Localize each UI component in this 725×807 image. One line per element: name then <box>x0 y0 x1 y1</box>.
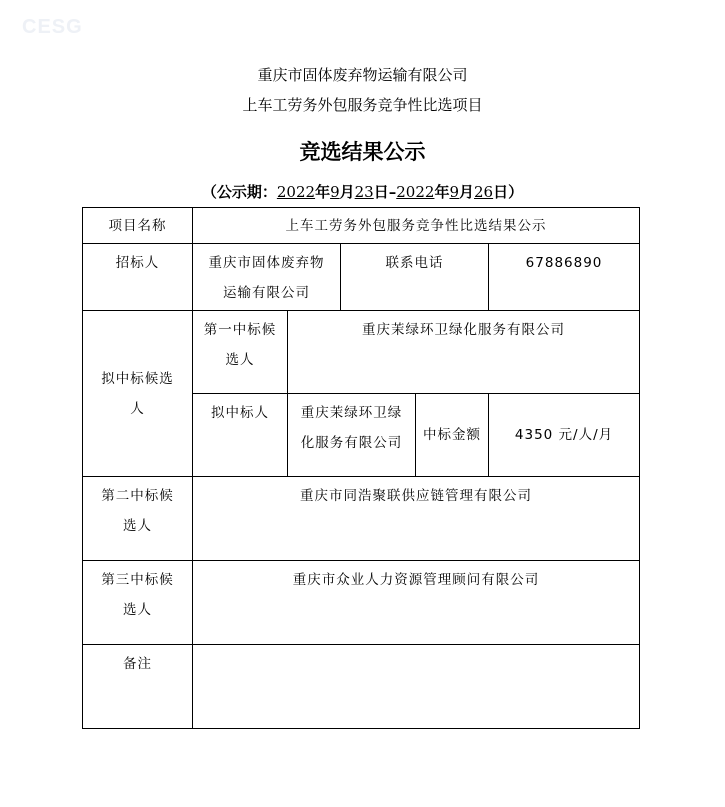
project-name-value: 上车工劳务外包服务竞争性比选结果公示 <box>193 208 640 244</box>
candidates-label <box>83 311 193 477</box>
phone-label: 联系电话 <box>341 244 489 311</box>
tenderer-value <box>193 244 341 311</box>
amount-value: 4350 元/人/月 <box>489 394 640 477</box>
company-name-heading: 重庆市固体废弃物运输有限公司 <box>257 66 468 84</box>
table-row <box>83 311 640 394</box>
watermark-logo: CESG <box>22 16 83 38</box>
page-title: 竞选结果公示 <box>299 139 426 164</box>
project-name-label: 项目名称 <box>83 208 193 244</box>
period-end-month: 9 <box>449 183 459 201</box>
candidates-label-line2: 人 <box>130 400 145 417</box>
winner-value-line2: 化服务有限公司 <box>300 435 403 451</box>
winner-value <box>288 394 416 477</box>
tenderer-value-line1: 重庆市固体废弃物 <box>208 255 325 271</box>
winner-label: 拟中标人 <box>193 394 288 477</box>
second-candidate-label-line2: 选人 <box>123 518 152 534</box>
results-table <box>82 207 640 729</box>
first-candidate-label <box>193 311 288 394</box>
period-dash: – <box>388 183 397 201</box>
period-start-day: 23 <box>354 183 374 201</box>
period-end-day-char: 日 <box>493 183 509 201</box>
period-end-day: 26 <box>474 183 494 201</box>
period-day-char: 日 <box>373 183 389 201</box>
period-end-year: 2022 <box>396 183 435 201</box>
third-candidate-label <box>83 561 193 645</box>
table-row <box>83 244 640 311</box>
table-row <box>83 208 640 244</box>
period-close-paren: ） <box>508 183 524 201</box>
remarks-value <box>193 645 640 729</box>
table-row <box>83 561 640 645</box>
phone-value: 67886890 <box>489 244 640 311</box>
period-label: 公示期： <box>216 183 277 201</box>
period-year-char: 年 <box>315 183 331 201</box>
period-month-char: 月 <box>339 183 355 201</box>
announcement-period <box>0 181 725 202</box>
third-candidate-value: 重庆市众业人力资源管理顾问有限公司 <box>193 561 640 645</box>
third-candidate-label-line2: 选人 <box>123 602 152 618</box>
second-candidate-value: 重庆市同浩聚联供应链管理有限公司 <box>193 477 640 561</box>
project-name-heading: 上车工劳务外包服务竞争性比选项目 <box>242 96 483 114</box>
tenderer-value-line2: 运输有限公司 <box>223 285 310 301</box>
second-candidate-label-line1: 第二中标候 <box>101 488 174 504</box>
period-end-year-char: 年 <box>434 183 450 201</box>
table-row <box>83 477 640 561</box>
tenderer-label: 招标人 <box>83 244 193 311</box>
winner-value-line1: 重庆茉绿环卫绿 <box>300 405 403 421</box>
remarks-label: 备注 <box>83 645 193 729</box>
period-start-month: 9 <box>330 183 340 201</box>
period-end-month-char: 月 <box>459 183 475 201</box>
third-candidate-label-line1: 第三中标候 <box>101 572 174 588</box>
table-row <box>83 645 640 729</box>
first-candidate-label-line2: 选人 <box>225 352 255 368</box>
period-open-paren: （ <box>201 183 217 201</box>
first-candidate-value: 重庆茉绿环卫绿化服务有限公司 <box>288 311 640 394</box>
second-candidate-label <box>83 477 193 561</box>
amount-label: 中标金额 <box>416 394 489 477</box>
first-candidate-label-line1: 第一中标候 <box>203 322 277 338</box>
period-start-year: 2022 <box>276 183 316 201</box>
candidates-label-line1: 拟中标候选 <box>101 370 174 387</box>
